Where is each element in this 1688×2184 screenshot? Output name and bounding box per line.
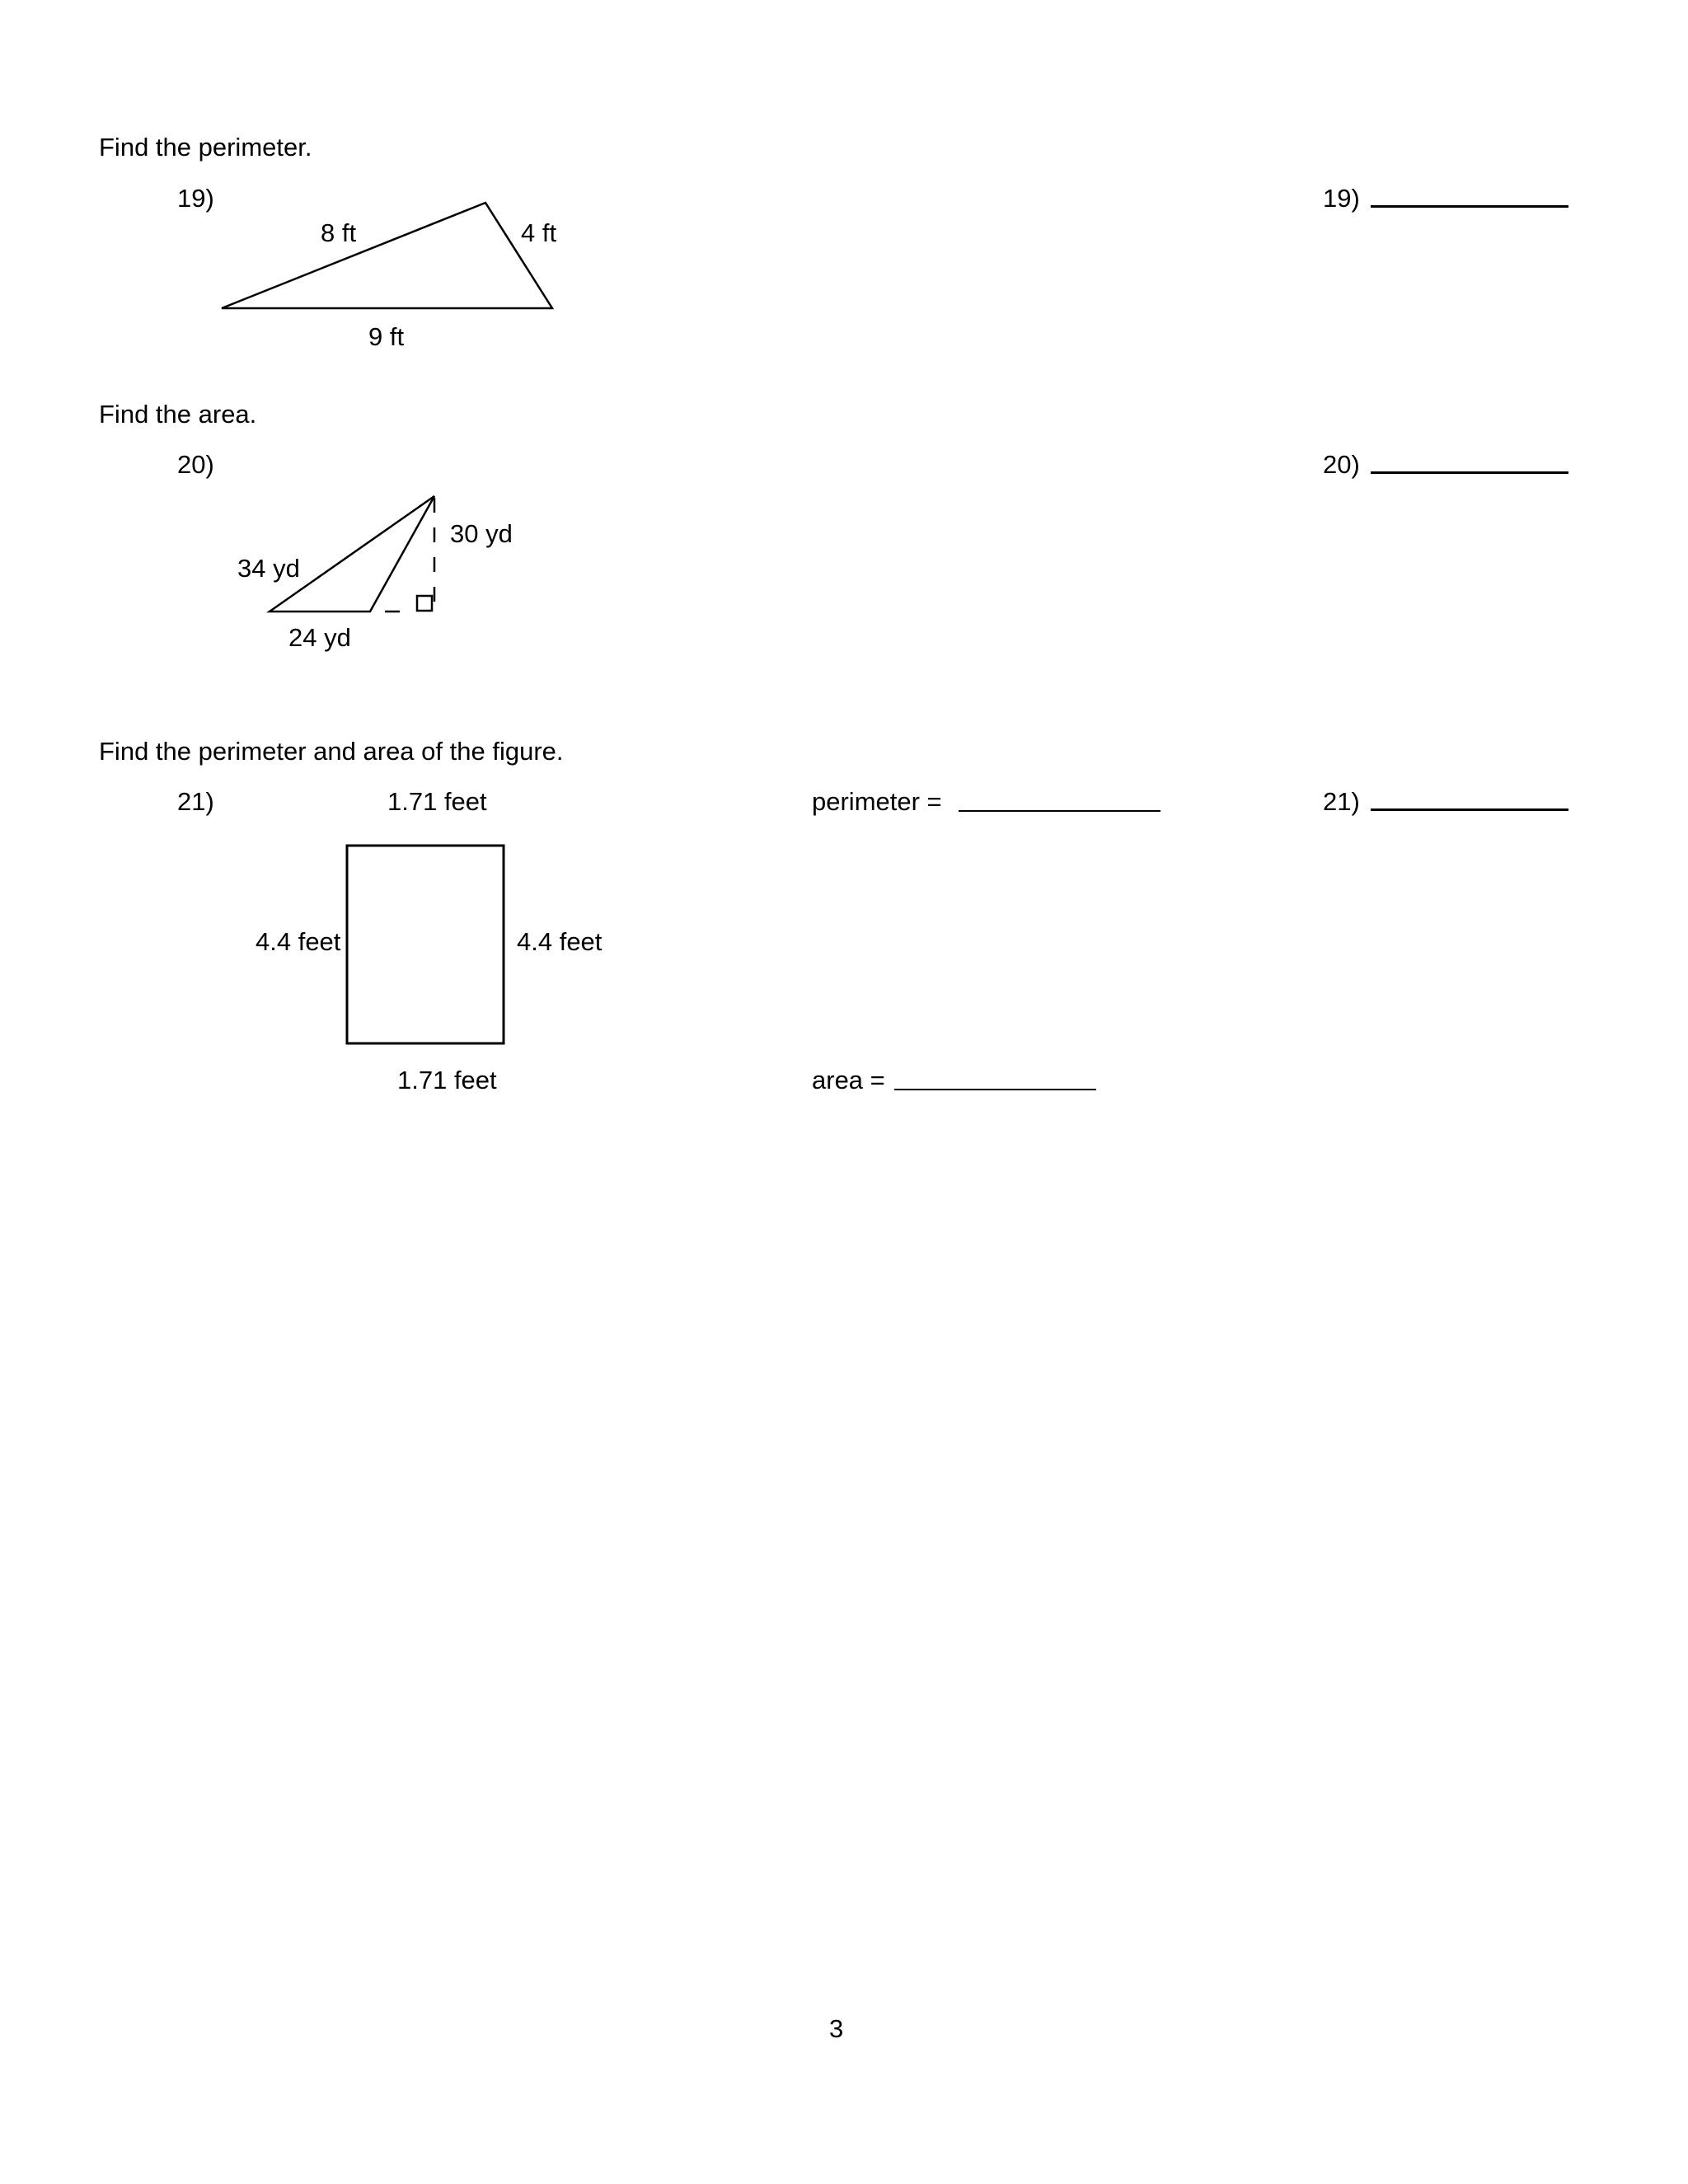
rectangle-bottom-label: 1.71 feet — [397, 1066, 497, 1094]
triangle-side-left-label: 8 ft — [321, 218, 357, 247]
obtuse-triangle-height-label: 30 yd — [450, 519, 513, 548]
instruction-perimeter: Find the perimeter. — [99, 133, 312, 162]
triangle-base-label: 9 ft — [368, 322, 405, 351]
problem-number-20: 20) — [177, 450, 214, 479]
obtuse-triangle-base-label: 24 yd — [288, 623, 351, 652]
instruction-area: Find the area. — [99, 400, 257, 429]
problem-number-21: 21) — [177, 787, 214, 816]
answer-number-19: 19) — [1323, 184, 1360, 213]
right-angle-marker — [417, 596, 432, 611]
triangle-side-right-label: 4 ft — [521, 218, 557, 247]
area-label: area = — [812, 1066, 885, 1094]
obtuse-triangle-side-label: 34 yd — [237, 554, 300, 583]
instruction-perimeter-and-area: Find the perimeter and area of the figure. — [99, 737, 564, 766]
rectangle-left-label: 4.4 feet — [256, 927, 341, 956]
obtuse-triangle-figure — [270, 496, 434, 612]
triangle-figure — [222, 203, 552, 308]
perimeter-label: perimeter = — [812, 787, 942, 816]
rectangle-top-label: 1.71 feet — [387, 787, 487, 816]
answer-number-20: 20) — [1323, 450, 1360, 479]
page-number: 3 — [829, 2014, 844, 2043]
problem-number-19: 19) — [177, 184, 214, 213]
rectangle-right-label: 4.4 feet — [517, 927, 603, 956]
answer-number-21: 21) — [1323, 787, 1360, 816]
rectangle-figure — [347, 846, 504, 1043]
